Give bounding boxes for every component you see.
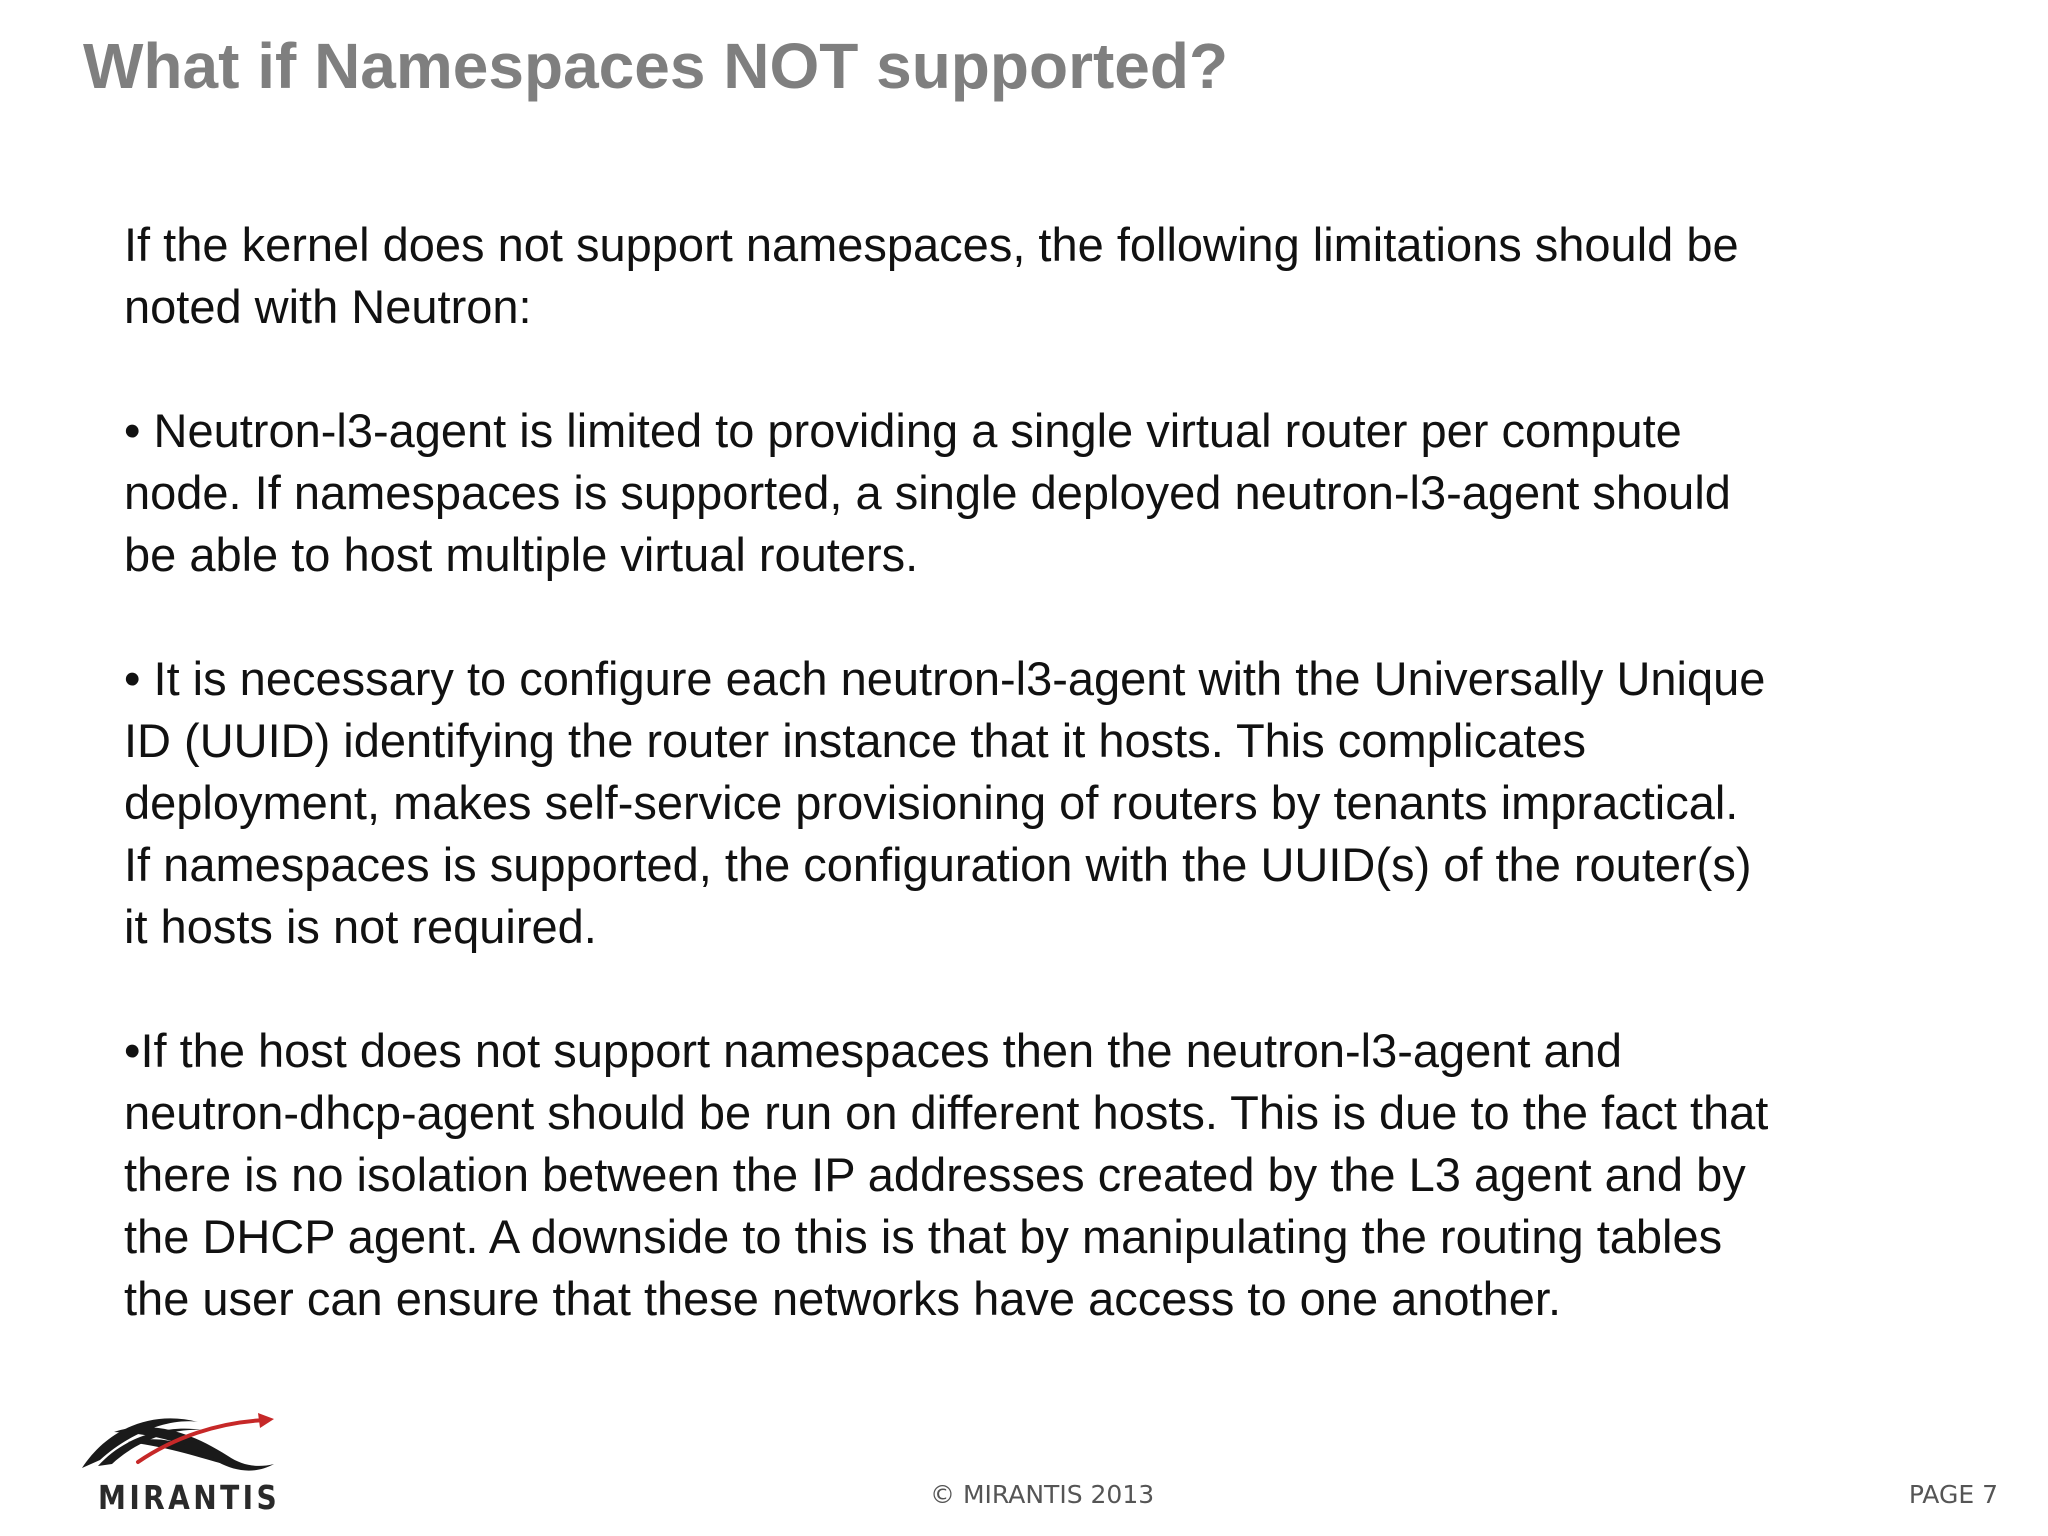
footer-copyright: © MIRANTIS 2013 xyxy=(930,1480,1155,1509)
intro-paragraph: If the kernel does not support namespaces, the following limitations should be noted with Neutron: xyxy=(124,218,1739,333)
logo-wordmark: MIRANTIS xyxy=(98,1478,281,1517)
bullet-paragraph: • Neutron-l3-agent is limited to providing a single virtual router per compute node. If namespaces is supported, a single deployed neutron-l3-agent should be able to host multiple virtual routers. xyxy=(124,404,1731,581)
mirantis-logo xyxy=(78,1408,288,1516)
footer-page-number: PAGE 7 xyxy=(1908,1480,1998,1509)
bullet-paragraph: •If the host does not support namespaces then the neutron-l3-agent and neutron-dhcp-agent should be run on different hosts. This is due to the fact that there is no isolation between the IP addresses created by the L3 agent and by the DHCP agent. A downside to this is that by manipulating the routing tables the user can ensure that these networks have access to one another. xyxy=(124,1024,1769,1325)
slide-title: What if Namespaces NOT supported? xyxy=(83,30,1229,102)
mirantis-swoosh-icon xyxy=(78,1408,288,1478)
slide-body xyxy=(124,214,1984,1330)
bullet-paragraph: • It is necessary to configure each neutron-l3-agent with the Universally Unique ID (UUID) identifying the router instance that it hosts. This complicates deployment, makes self-service provisioning of routers by tenants impractical. If namespaces is supported, the configuration with the UUID(s) of the router(s) it hosts is not required. xyxy=(124,652,1766,953)
